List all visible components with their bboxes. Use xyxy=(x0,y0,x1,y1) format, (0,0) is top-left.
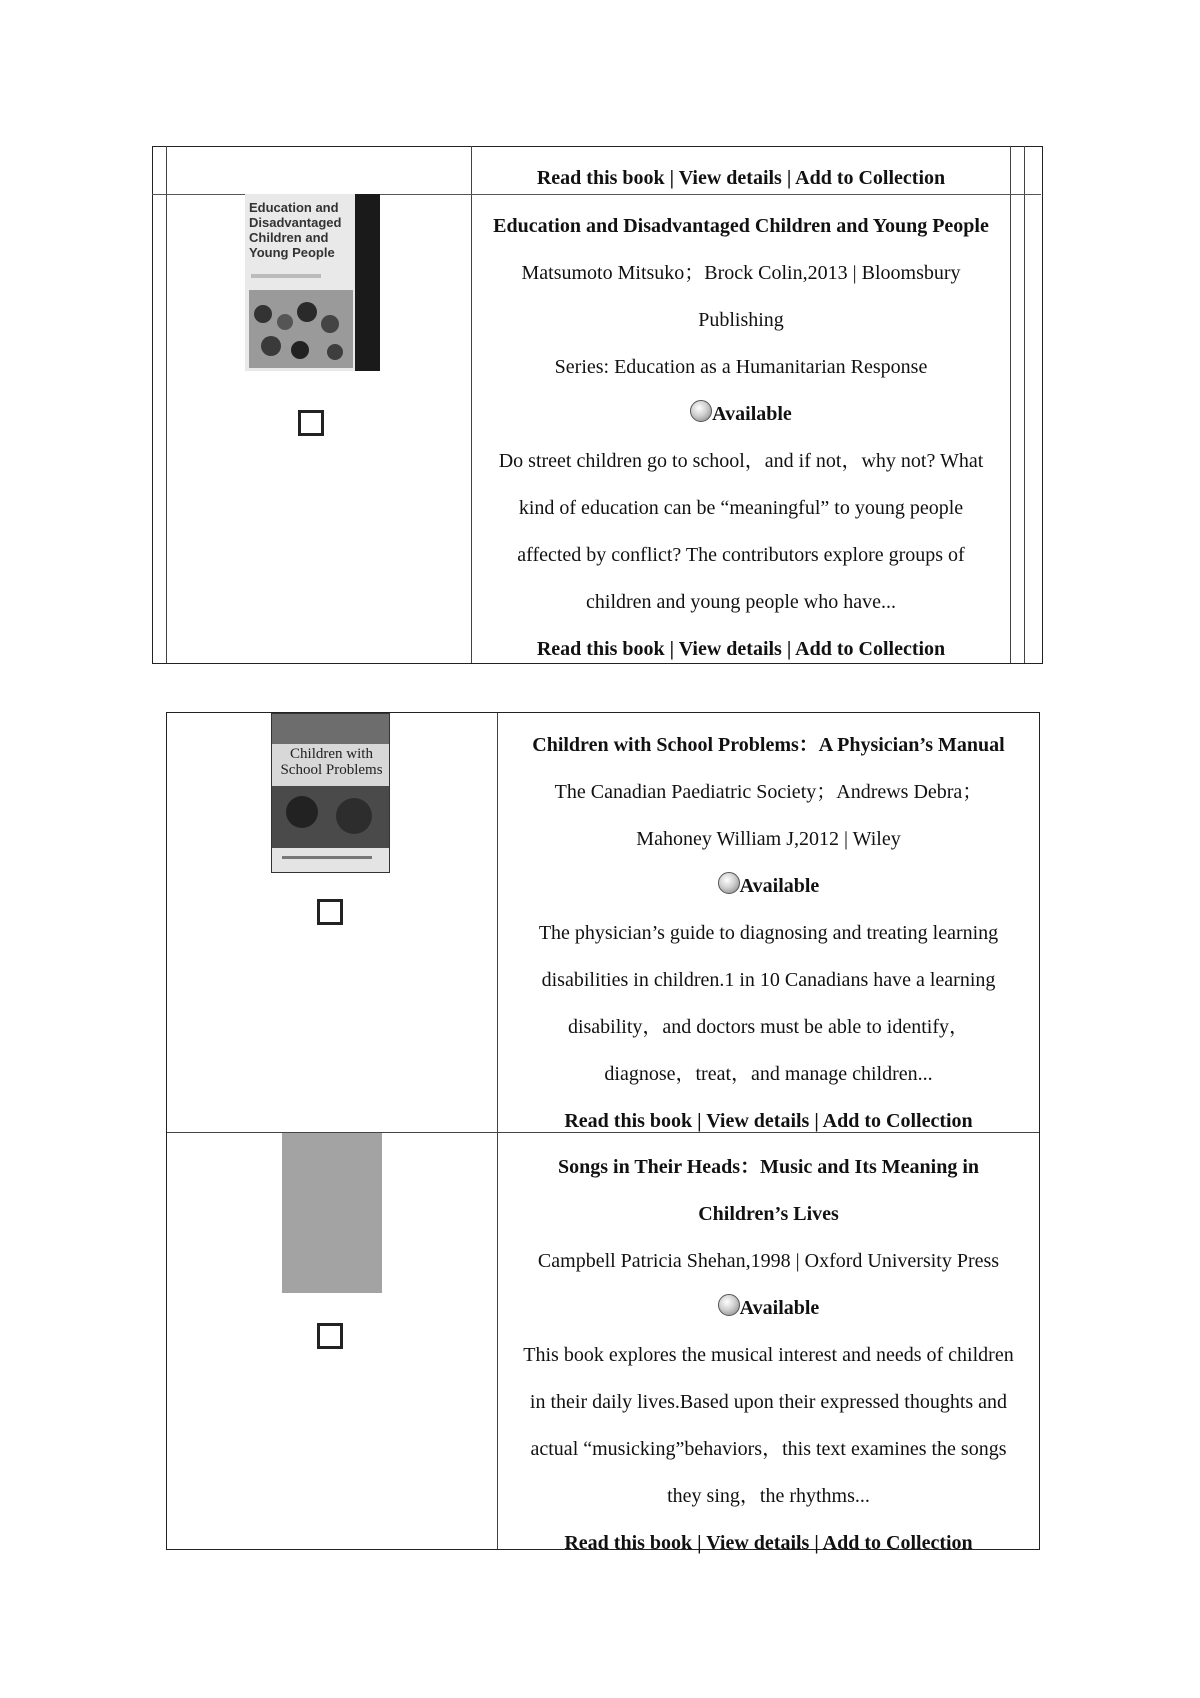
book-2-author-line-2: Mahoney William J,2012 | Wiley xyxy=(636,828,901,850)
read-this-book-link[interactable]: Read this book xyxy=(536,638,665,660)
view-details-link[interactable]: View details xyxy=(678,638,782,660)
book-1-availability xyxy=(472,391,1010,438)
status-dot-icon xyxy=(718,1294,740,1316)
view-details-link[interactable]: View details xyxy=(706,1110,810,1132)
book-1-action-links xyxy=(472,626,1010,673)
status-dot-icon xyxy=(718,872,740,894)
read-this-book-link[interactable]: Read this book xyxy=(564,1532,693,1554)
book-3-author-line-1: Campbell Patricia Shehan,1998 | Oxford University Press xyxy=(537,1250,1000,1272)
book-3-description-line-1: This book explores the musical interest and needs of children xyxy=(523,1344,1014,1366)
book-2-select-checkbox[interactable] xyxy=(317,899,343,925)
book-3-availability xyxy=(498,1285,1039,1332)
book-3-cover-art xyxy=(282,1133,382,1293)
results-table-2 xyxy=(166,712,1040,1554)
book-2-cover-line-1: Children with xyxy=(290,746,373,762)
status-dot-icon xyxy=(690,400,712,422)
book-1-cover-line-1: Education and xyxy=(249,200,339,215)
book-3-action-links xyxy=(498,1520,1039,1567)
book-3-select-checkbox[interactable] xyxy=(317,1323,343,1349)
link-separator: | xyxy=(692,1110,707,1132)
book-3-description-line-2: in their daily lives.Based upon their expressed thoughts and xyxy=(529,1391,1008,1413)
book-1-author-line-2: Publishing xyxy=(698,309,784,331)
table-1-inner-left-rule xyxy=(166,146,167,663)
link-separator: | xyxy=(809,1110,823,1132)
book-1-select-checkbox[interactable] xyxy=(298,410,324,436)
book-1-series: Series: Education as a Humanitarian Response xyxy=(554,356,928,378)
book-2-author-line-1: The Canadian Paediatric Society；Andrews Debra； xyxy=(554,781,983,803)
table-1-inner-right-rule-a xyxy=(1010,146,1011,663)
read-this-book-link[interactable]: Read this book xyxy=(564,1110,693,1132)
link-separator: | xyxy=(781,638,796,660)
book-1-description-line-3: affected by conflict? The contributors explore groups of xyxy=(517,544,965,566)
book-2-description-line-2: disabilities in children.1 in 10 Canadians have a learning xyxy=(541,969,996,991)
book-3-availability-label: Available xyxy=(739,1297,820,1319)
book-3-description-line-3: actual “musicking”behaviors，this text examines the songs xyxy=(530,1438,1007,1460)
book-2-description-line-4: diagnose，treat，and manage children... xyxy=(604,1063,933,1085)
book-1-description-line-2: kind of education can be “meaningful” to young people xyxy=(518,497,964,519)
book-1-cover-line-2: Disadvantaged xyxy=(249,215,342,230)
book-1-description-line-4: children and young people who have... xyxy=(586,591,896,613)
book-2-cover-image[interactable] xyxy=(271,713,390,873)
table-1-inner-right-rule-b xyxy=(1024,146,1025,663)
book-1-availability-label: Available xyxy=(712,403,792,425)
book-2-availability xyxy=(498,863,1039,910)
book-1-title[interactable]: Education and Disadvantaged Children and Young People xyxy=(493,215,989,237)
book-3-title-line-2[interactable]: Children’s Lives xyxy=(698,1203,839,1225)
view-details-link[interactable]: View details xyxy=(706,1532,810,1554)
book-3-description-line-4: they sing，the rhythms... xyxy=(667,1485,870,1507)
add-to-collection-link[interactable]: Add to Collection xyxy=(822,1110,973,1132)
book-2-details xyxy=(498,722,1039,1145)
add-to-collection-link[interactable]: Add to Collection xyxy=(822,1532,973,1554)
book-1-cover-line-4: Young People xyxy=(249,245,335,260)
book-2-action-links xyxy=(498,1098,1039,1145)
book-3-details xyxy=(498,1144,1039,1567)
table-1-top-links-cell xyxy=(472,155,1010,202)
book-1-details xyxy=(472,203,1010,673)
link-separator: | xyxy=(664,638,679,660)
book-3-cover-image[interactable] xyxy=(282,1133,382,1293)
link-separator: | xyxy=(692,1532,707,1554)
add-to-collection-link[interactable]: Add to Collection xyxy=(795,638,946,660)
link-separator: | xyxy=(809,1532,823,1554)
book-2-title[interactable]: Children with School Problems：A Physician’s Manual xyxy=(532,734,1005,756)
book-1-description-line-1: Do street children go to school，and if not，why not? What xyxy=(498,450,984,472)
book-2-description-line-1: The physician’s guide to diagnosing and treating learning xyxy=(538,922,999,944)
book-3-title-line-1[interactable]: Songs in Their Heads：Music and Its Meaning in xyxy=(557,1156,980,1178)
book-2-availability-label: Available xyxy=(739,875,820,897)
book-2-cover-art xyxy=(272,714,390,873)
top-row-links[interactable]: Read this book | View details | Add to Collection xyxy=(536,167,946,189)
book-1-author-line-1: Matsumoto Mitsuko；Brock Colin,2013 | Bloomsbury xyxy=(521,262,961,284)
book-2-cover-line-2: School Problems xyxy=(280,762,383,778)
book-1-cover-line-3: Children and xyxy=(249,230,329,245)
book-1-cover-image[interactable] xyxy=(245,194,380,371)
book-2-description-line-3: disability，and doctors must be able to identify， xyxy=(567,1016,970,1038)
